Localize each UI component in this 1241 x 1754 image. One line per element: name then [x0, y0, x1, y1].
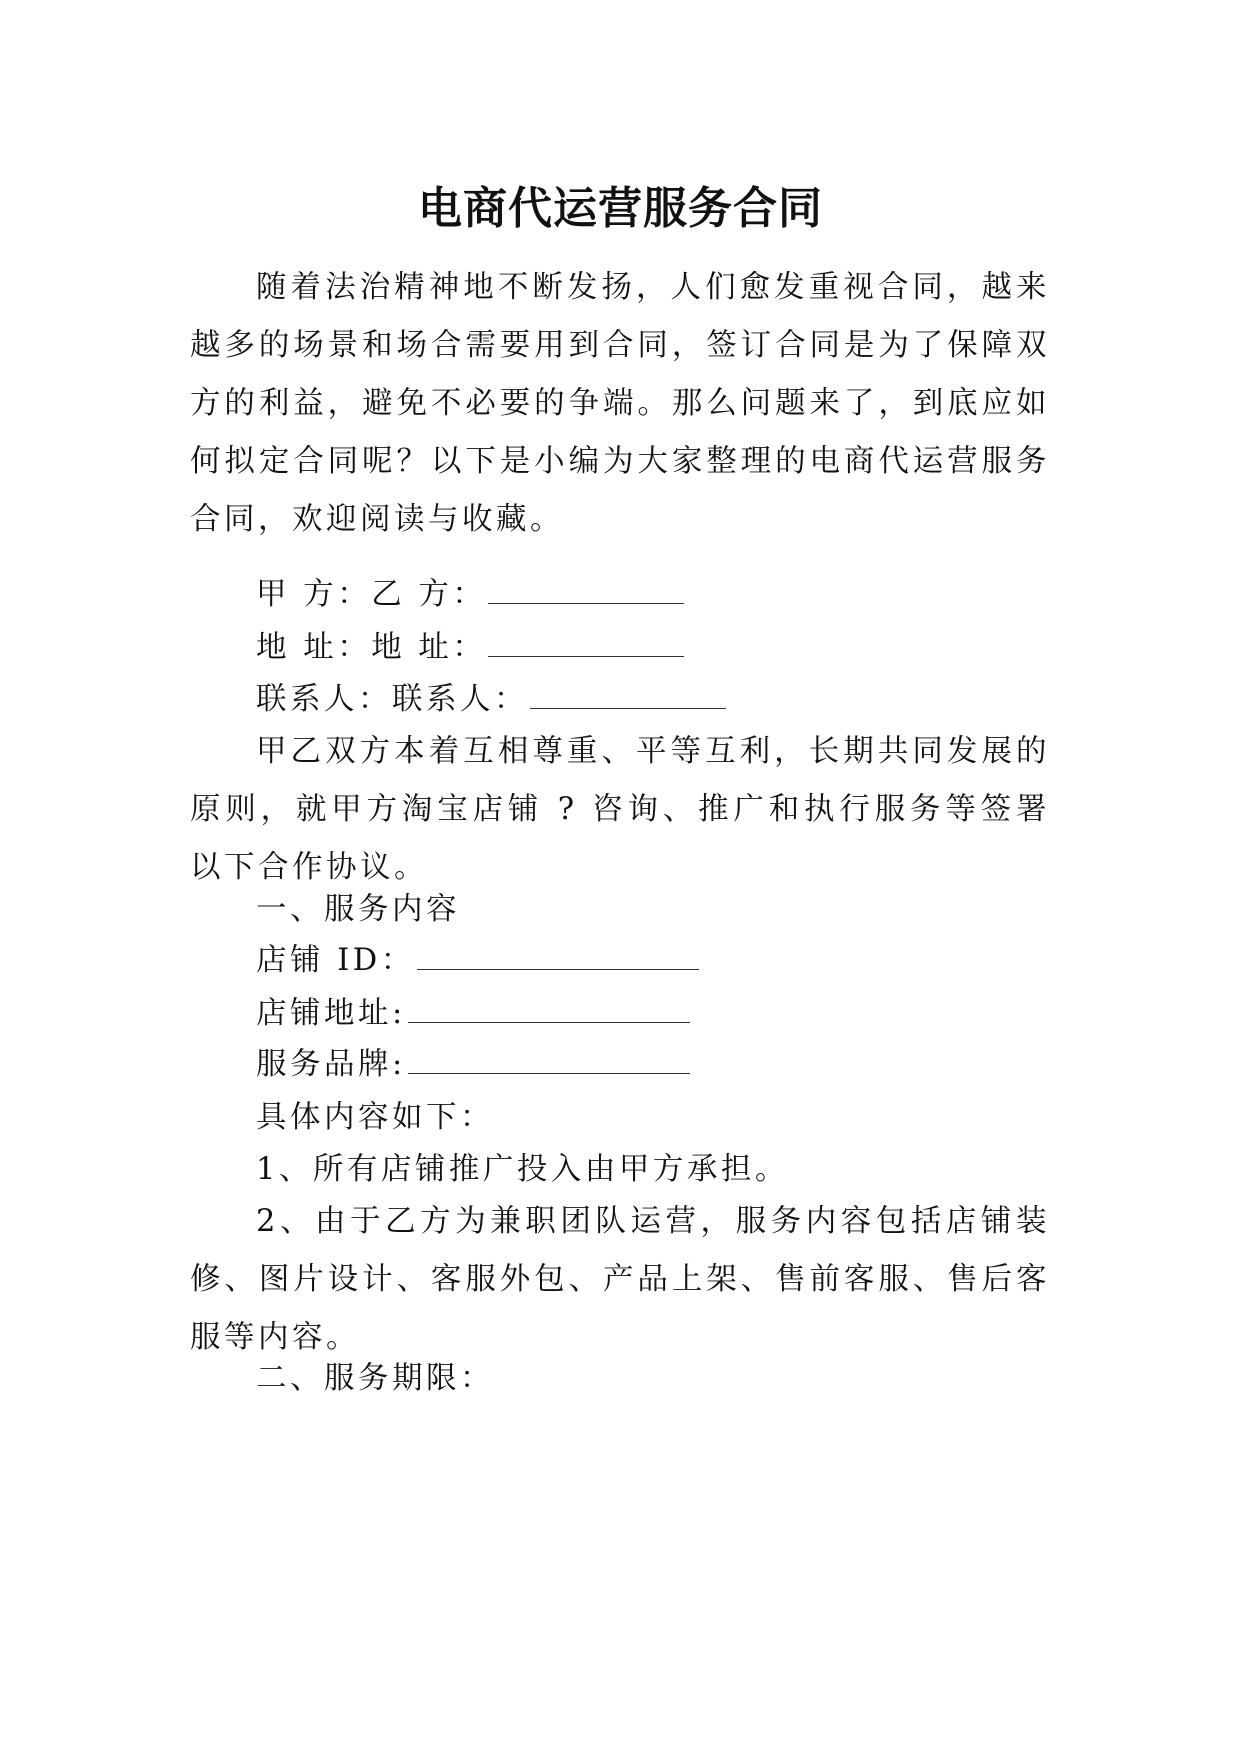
- address-blank: [488, 628, 684, 657]
- principle-paragraph: 甲乙双方本着互相尊重、平等互利，长期共同发展的原则，就甲方淘宝店铺 ? 咨询、推广和执行服务等签署以下合作协议。: [190, 734, 1050, 885]
- section2-heading: 二、服务期限：: [256, 1361, 494, 1396]
- contact-line: [256, 671, 726, 729]
- intro-paragraph: 随着法治精神地不断发扬，人们愈发重视合同，越来越多的场景和场合需要用到合同，签订合同是为了保障双方的利益，避免不必要的争端。那么问题来了，到底应如何拟定合同呢？以下是小编为大家整理的电商代运营服务合同，欢迎阅读与收藏。: [190, 270, 1050, 537]
- details-intro: 具体内容如下：: [256, 1100, 494, 1135]
- item-1: 1、所有店铺推广投入由甲方承担。: [256, 1152, 789, 1187]
- address-label: 地 址：地 址：: [256, 630, 487, 665]
- parties-label: 甲 方：乙 方：: [256, 577, 487, 612]
- shop-id-blank: [417, 941, 699, 970]
- item-2: 2、由于乙方为兼职团队运营，服务内容包括店铺装修、图片设计、客服外包、产品上架、售前客服、售后客服等内容。: [190, 1204, 1050, 1355]
- section1-heading: 一、服务内容: [256, 892, 460, 927]
- brand-line: [256, 1036, 690, 1094]
- document-title: 电商代运营服务合同: [418, 183, 823, 235]
- parties-blank: [488, 575, 684, 604]
- contact-label: 联系人：联系人：: [256, 682, 528, 717]
- shop-address-label: 店铺地址:: [256, 996, 406, 1031]
- contact-blank: [530, 680, 726, 709]
- address-line: [256, 619, 684, 677]
- shop-address-line: [256, 985, 690, 1043]
- shop-id-label: 店铺 ID：: [256, 943, 415, 978]
- brand-label: 服务品牌:: [256, 1047, 406, 1082]
- shop-id-line: [256, 932, 699, 990]
- shop-address-blank: [408, 994, 690, 1023]
- parties-line: [256, 566, 684, 624]
- brand-blank: [408, 1045, 690, 1074]
